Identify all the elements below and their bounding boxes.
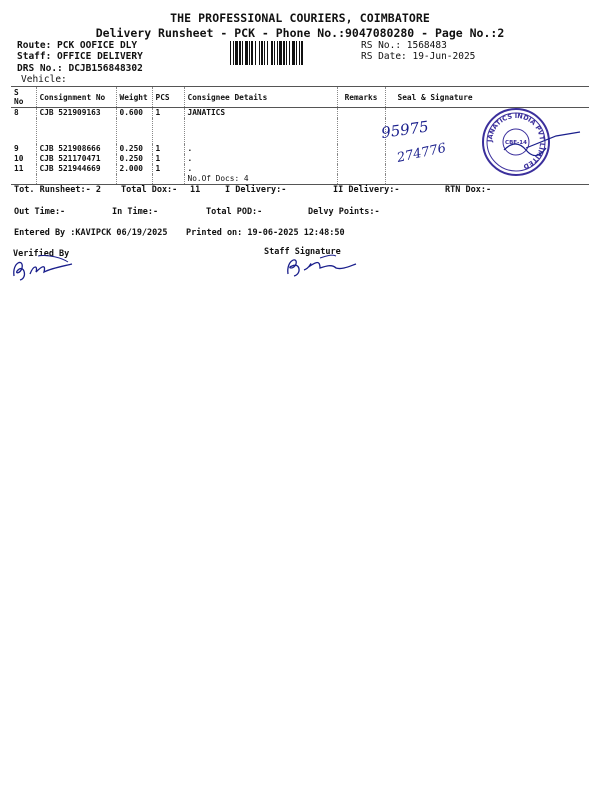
cell-weight: 0.600 [116,108,152,119]
col-sno: S No [11,87,36,108]
total-pod: Total POD:- [206,207,263,217]
total-dox-label: Total Dox:- [121,185,178,195]
printed-on: Printed on: 19-06-2025 12:48:50 [186,228,345,238]
col-consignment: Consignment No [36,87,116,108]
cell-pcs: 1 [152,154,184,164]
staff-label: Staff: OFFICE DELIVERY [17,51,143,62]
cell-weight: 0.250 [116,154,152,164]
cell-details: JANATICS [184,108,337,119]
barcode-icon [230,41,352,65]
cell-sno: 9 [14,144,19,153]
in-time: In Time:- [112,207,159,217]
entered-by: Entered By :KAVIPCK 06/19/2025 [14,228,168,238]
i-delivery: I Delivery:- [225,185,287,195]
company-title: THE PROFESSIONAL COURIERS, COIMBATORE [170,11,430,25]
cell-consignment: CJB 521170471 [36,154,116,164]
cell-pcs: 1 [152,164,184,174]
col-remarks: Remarks [337,87,385,108]
rs-number: RS No.: 1568483 [361,40,447,51]
total-runsheet: Tot. Runsheet:- 2 [14,185,101,195]
stamp-center-text: CBE-14 [505,140,527,146]
delvy-points: Delvy Points:- [308,207,380,217]
out-time: Out Time:- [14,207,66,217]
cell-pcs: 1 [152,144,184,154]
cell-sno: 11 [14,164,24,173]
cell-weight: 0.250 [116,144,152,154]
handwritten-number-1: 95975 [380,117,430,142]
verified-signature-icon [8,252,78,284]
stamp-ring-text: JANATICS INDIA PVT LIMITED [485,111,547,171]
vehicle-label: Vehicle: [21,74,67,85]
company-seal-stamp [376,98,586,180]
cell-sno: 8 [14,108,19,117]
verified-by-label: Verified By [13,249,70,259]
cell-consignment: CJB 521944669 [36,164,116,174]
rtn-dox: RTN Dox:- [445,185,492,195]
runsheet-subtitle: Delivery Runsheet - PCK - Phone No.:9047080280 - Page No.:2 [95,26,505,40]
cell-pcs: 1 [152,108,184,119]
docs-count: No.Of Docs: 4 [184,174,337,185]
cell-sno: 10 [14,154,24,163]
cell-weight: 2.000 [116,164,152,174]
total-dox-value: 11 [190,185,201,195]
cell-details: . [184,144,337,154]
handwritten-number-2: 274776 [395,140,448,166]
rs-date: RS Date: 19-Jun-2025 [361,51,476,62]
cell-details: . [184,154,337,164]
staff-signature-icon [280,252,360,278]
staff-signature-label: Staff Signature [264,247,341,257]
cell-consignment: CJB 521909163 [36,108,116,119]
drs-label: DRS No.: DCJB156848302 [17,63,143,74]
ii-delivery: II Delivery:- [333,185,400,195]
col-consignee: Consignee Details [184,87,337,108]
route-label: Route: PCK OOFICE DLY [17,40,138,51]
cell-details: . [184,164,337,174]
col-weight: Weight [116,87,152,108]
cell-consignment: CJB 521908666 [36,144,116,154]
col-pcs: PCS [152,87,184,108]
col-seal: Seal & Signature [385,87,589,108]
